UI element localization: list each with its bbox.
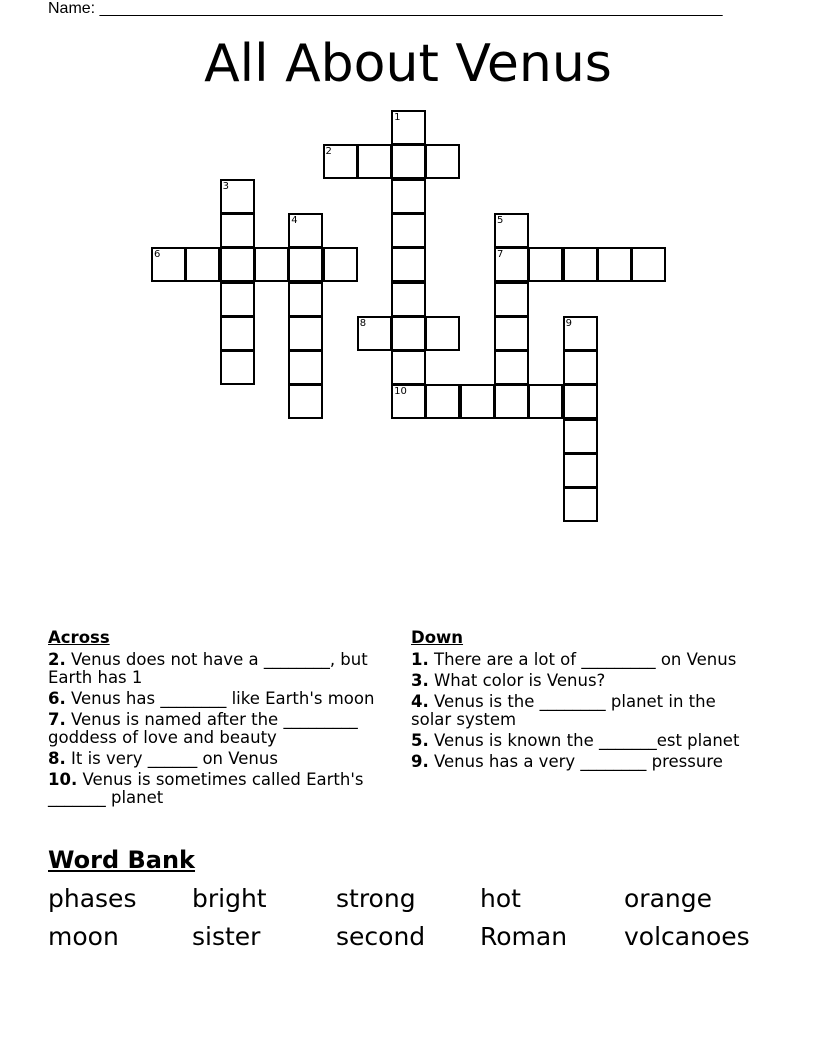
across-clue xyxy=(48,750,400,768)
crossword-cell xyxy=(631,247,666,282)
crossword-cell xyxy=(391,247,426,282)
word-bank-heading: Word Bank xyxy=(48,846,196,874)
crossword-cell xyxy=(563,247,598,282)
down-clue xyxy=(411,753,751,771)
clue-number: 1. xyxy=(411,650,429,669)
clue-text: Venus does not have a ________, but Earth has 1 xyxy=(48,650,368,687)
cell-number: 5 xyxy=(497,214,504,226)
word-bank-word: moon xyxy=(48,922,119,951)
crossword-cell xyxy=(425,144,460,179)
clue-text: What color is Venus? xyxy=(428,671,606,690)
across-heading: Across xyxy=(48,628,110,647)
clue-text: There are a lot of _________ on Venus xyxy=(428,650,737,669)
clue-number: 10. xyxy=(48,770,78,789)
crossword-cell xyxy=(460,384,495,419)
crossword-cell xyxy=(494,384,529,419)
crossword-cell xyxy=(391,384,426,419)
crossword-cell xyxy=(494,282,529,317)
word-bank-word: strong xyxy=(336,884,416,913)
crossword-cell xyxy=(391,110,426,145)
crossword-cell xyxy=(288,213,323,248)
clue-number: 6. xyxy=(48,689,66,708)
crossword-cell xyxy=(288,350,323,385)
cell-number: 3 xyxy=(222,180,229,192)
word-bank-word: phases xyxy=(48,884,137,913)
down-clues xyxy=(411,629,751,774)
across-clue xyxy=(48,651,400,687)
across-clue xyxy=(48,771,400,807)
across-clue xyxy=(48,690,400,708)
crossword-cell xyxy=(220,247,255,282)
down-clue-list xyxy=(411,651,751,771)
clue-text: Venus is the ________ planet in the solar system xyxy=(411,692,716,729)
clue-number: 7. xyxy=(48,710,66,729)
crossword-cell xyxy=(563,487,598,522)
crossword-cell xyxy=(220,316,255,351)
crossword-cell xyxy=(563,453,598,488)
clue-text: It is very ______ on Venus xyxy=(65,749,278,768)
crossword-cell xyxy=(220,179,255,214)
crossword-cell xyxy=(391,144,426,179)
down-heading: Down xyxy=(411,628,464,647)
clue-number: 4. xyxy=(411,692,429,711)
clue-number: 2. xyxy=(48,650,66,669)
cell-number: 6 xyxy=(154,249,161,261)
clue-text: Venus has ________ like Earth's moon xyxy=(65,689,375,708)
crossword-cell xyxy=(563,384,598,419)
crossword-cell xyxy=(288,316,323,351)
crossword-cell xyxy=(357,316,392,351)
crossword-cell xyxy=(425,384,460,419)
crossword-cell xyxy=(288,247,323,282)
cell-number: 9 xyxy=(565,317,572,329)
crossword-cell xyxy=(563,316,598,351)
crossword-cell xyxy=(220,350,255,385)
clue-text: Venus is named after the _________ goddess of love and beauty xyxy=(48,710,358,747)
cell-number: 7 xyxy=(497,249,504,261)
clue-number: 9. xyxy=(411,752,429,771)
crossword-cell xyxy=(220,213,255,248)
crossword-cell xyxy=(323,247,358,282)
cell-number: 4 xyxy=(291,214,298,226)
across-clue xyxy=(48,711,400,747)
crossword-cell xyxy=(563,350,598,385)
clue-number: 3. xyxy=(411,671,429,690)
page-title: All About Venus xyxy=(204,34,612,94)
down-clue xyxy=(411,693,751,729)
crossword-cell xyxy=(357,144,392,179)
word-bank-word: sister xyxy=(192,922,261,951)
word-bank-word: Roman xyxy=(480,922,568,951)
crossword-cell xyxy=(391,213,426,248)
clue-number: 8. xyxy=(48,749,66,768)
crossword-cell xyxy=(425,316,460,351)
down-clue xyxy=(411,651,751,669)
word-bank-word: hot xyxy=(480,884,521,913)
crossword-cell xyxy=(391,179,426,214)
cell-number: 8 xyxy=(359,317,367,329)
name-line: Name: ______________________________________________________________________ xyxy=(48,0,723,17)
crossword-cell xyxy=(220,282,255,317)
crossword-cell xyxy=(254,247,289,282)
word-bank-word: orange xyxy=(624,884,712,913)
crossword-cell xyxy=(391,350,426,385)
crossword-cell xyxy=(288,282,323,317)
clue-text: Venus has a very ________ pressure xyxy=(428,752,723,771)
word-bank-word: volcanoes xyxy=(624,922,750,951)
crossword-cell xyxy=(494,350,529,385)
cell-number: 10 xyxy=(394,386,407,398)
down-clue xyxy=(411,672,751,690)
crossword-cell xyxy=(494,316,529,351)
crossword-cell xyxy=(185,247,220,282)
crossword-cell xyxy=(528,247,563,282)
crossword-cell xyxy=(528,384,563,419)
clue-text: Venus is sometimes called Earth's _______ planet xyxy=(48,770,364,807)
cell-number: 1 xyxy=(394,112,401,123)
across-clue-list xyxy=(48,651,400,807)
crossword-cell xyxy=(323,144,358,179)
crossword-cell xyxy=(563,419,598,454)
crossword-cell xyxy=(597,247,632,282)
clue-number: 5. xyxy=(411,731,429,750)
down-clue xyxy=(411,732,751,750)
crossword-cell xyxy=(151,247,186,282)
crossword-cell xyxy=(494,247,529,282)
cell-number: 2 xyxy=(325,146,332,158)
clue-text: Venus is known the _______est planet xyxy=(428,731,740,750)
crossword-cell xyxy=(288,384,323,419)
across-clues xyxy=(48,629,400,810)
crossword-cell xyxy=(391,282,426,317)
word-bank-word: second xyxy=(336,922,426,951)
crossword-cell xyxy=(391,316,426,351)
crossword-cell xyxy=(494,213,529,248)
word-bank-word: bright xyxy=(192,884,267,913)
